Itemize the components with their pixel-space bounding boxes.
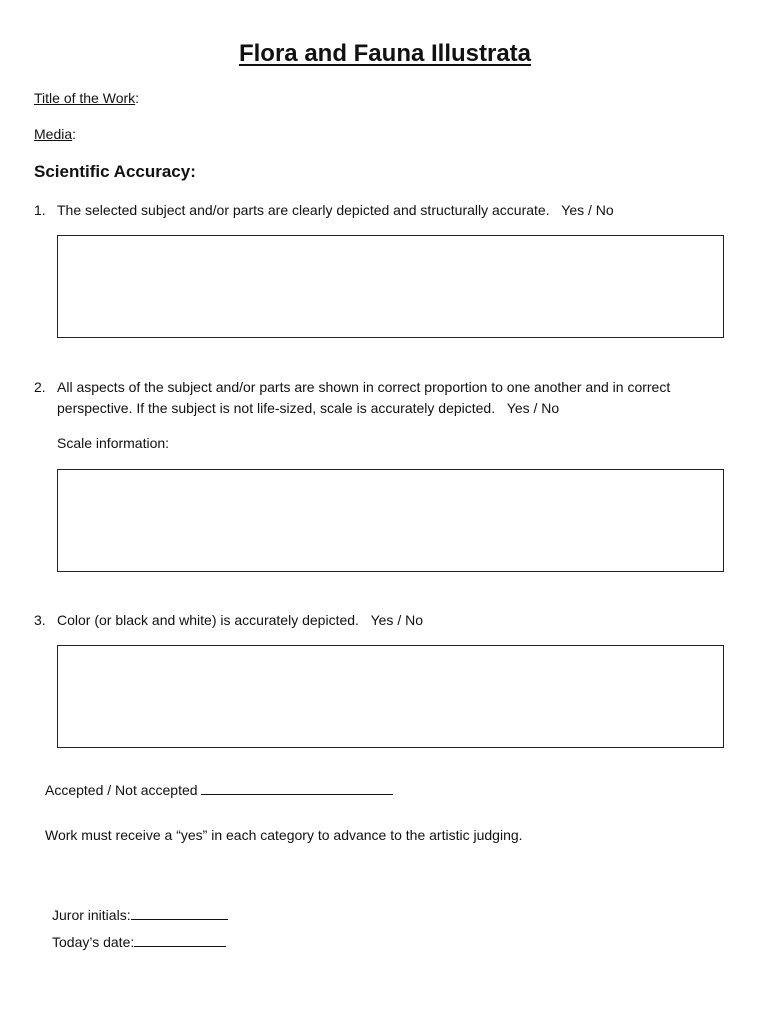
item-1-number: 1. — [34, 202, 46, 218]
juror-initials-label: Juror initials: — [52, 907, 131, 923]
item-3-comment-box[interactable] — [57, 645, 724, 748]
media-field[interactable] — [34, 126, 76, 142]
juror-initials-field[interactable] — [52, 905, 228, 923]
item-1-text — [57, 202, 614, 218]
item-1-yes-no[interactable]: Yes / No — [561, 202, 614, 218]
document-title: Flora and Fauna Illustrata — [238, 40, 532, 67]
title-of-work-label: Title of the Work — [34, 90, 136, 106]
todays-date-label: Today’s date: — [52, 934, 135, 950]
media-label: Media — [34, 126, 73, 142]
item-2-comment-box[interactable] — [57, 469, 724, 572]
title-of-work-field[interactable] — [34, 90, 139, 106]
accepted-label: Accepted / Not accepted — [45, 782, 198, 798]
title-of-work-colon: : — [135, 90, 140, 106]
section-heading: Scientific Accuracy: — [34, 162, 196, 181]
item-3-statement: Color (or black and white) is accurately depicted. — [57, 612, 359, 628]
todays-date-blank-line[interactable] — [134, 932, 226, 947]
todays-date-field[interactable] — [52, 932, 226, 950]
item-1-statement: The selected subject and/or parts are clearly depicted and structurally accurate. — [57, 202, 550, 218]
item-2-statement: perspective. If the subject is not life-sized, scale is accurately depicted. — [57, 400, 496, 416]
item-2-line-2 — [57, 400, 559, 416]
item-3-number: 3. — [34, 612, 46, 628]
item-2-number: 2. — [34, 379, 46, 395]
item-2-yes-no[interactable]: Yes / No — [506, 400, 560, 416]
item-2-line-1: All aspects of the subject and/or parts are shown in correct proportion to one another and in correct — [57, 379, 671, 395]
scale-information-label: Scale information: — [57, 435, 170, 451]
item-1-comment-box[interactable] — [57, 235, 724, 338]
accepted-field[interactable] — [45, 780, 393, 798]
item-3-yes-no[interactable]: Yes / No — [370, 612, 423, 628]
item-3-text — [57, 612, 423, 628]
accepted-blank-line[interactable] — [201, 780, 393, 795]
media-colon: : — [72, 126, 77, 142]
juror-initials-blank-line[interactable] — [131, 905, 228, 920]
advancement-note: Work must receive a “yes” in each category to advance to the artistic judging. — [45, 827, 523, 843]
